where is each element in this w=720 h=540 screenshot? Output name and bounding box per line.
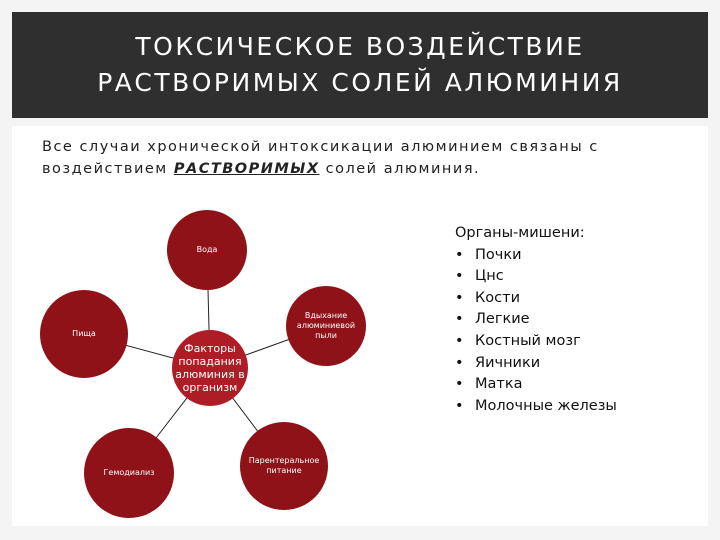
circle-inhalation <box>286 286 366 366</box>
circle-food <box>40 290 128 378</box>
circle-water-label: Вода <box>196 245 218 254</box>
intro-before: Все случаи хронической интоксикации алюминием связаны с воздействием <box>42 139 599 177</box>
list-item: • Почки <box>455 245 617 267</box>
title-line-2: РАСТВОРИМЫХ СОЛЕЙ АЛЮМИНИЯ <box>97 68 623 97</box>
list-item: • Молочные железы <box>455 396 617 418</box>
list-item: • Яичники <box>455 353 617 375</box>
circle-hemodialysis <box>84 428 174 518</box>
list-item: • Матка <box>455 374 617 396</box>
list-item: • Цнс <box>455 266 617 288</box>
title-line-1: ТОКСИЧЕСКОЕ ВОЗДЕЙСТВИЕ <box>135 32 585 61</box>
list-item: • Костный мозг <box>455 331 617 353</box>
target-organs <box>455 223 617 417</box>
target-organs-heading: Органы-мишени: <box>455 225 585 241</box>
circle-water <box>167 210 247 290</box>
circle-parenteral-label: Парентеральное питание <box>248 456 320 475</box>
target-organs-list <box>455 245 617 418</box>
circle-food-label: Пища <box>72 329 96 338</box>
circle-center <box>172 330 248 406</box>
intro-emphasis: РАСТВОРИМЫХ <box>173 161 320 177</box>
intro-after: солей алюминия. <box>319 161 481 177</box>
circle-inhalation-label: Вдыхание алюминиевой пыли <box>296 311 356 340</box>
list-item: • Кости <box>455 288 617 310</box>
circle-center-label: Факторы попадания алюминия в организм <box>175 342 245 394</box>
circle-hemodialysis-label: Гемодиализ <box>103 468 155 477</box>
title-bar <box>12 12 708 118</box>
circle-parenteral <box>240 422 328 510</box>
content-panel <box>12 126 708 526</box>
list-item: • Легкие <box>455 309 617 331</box>
